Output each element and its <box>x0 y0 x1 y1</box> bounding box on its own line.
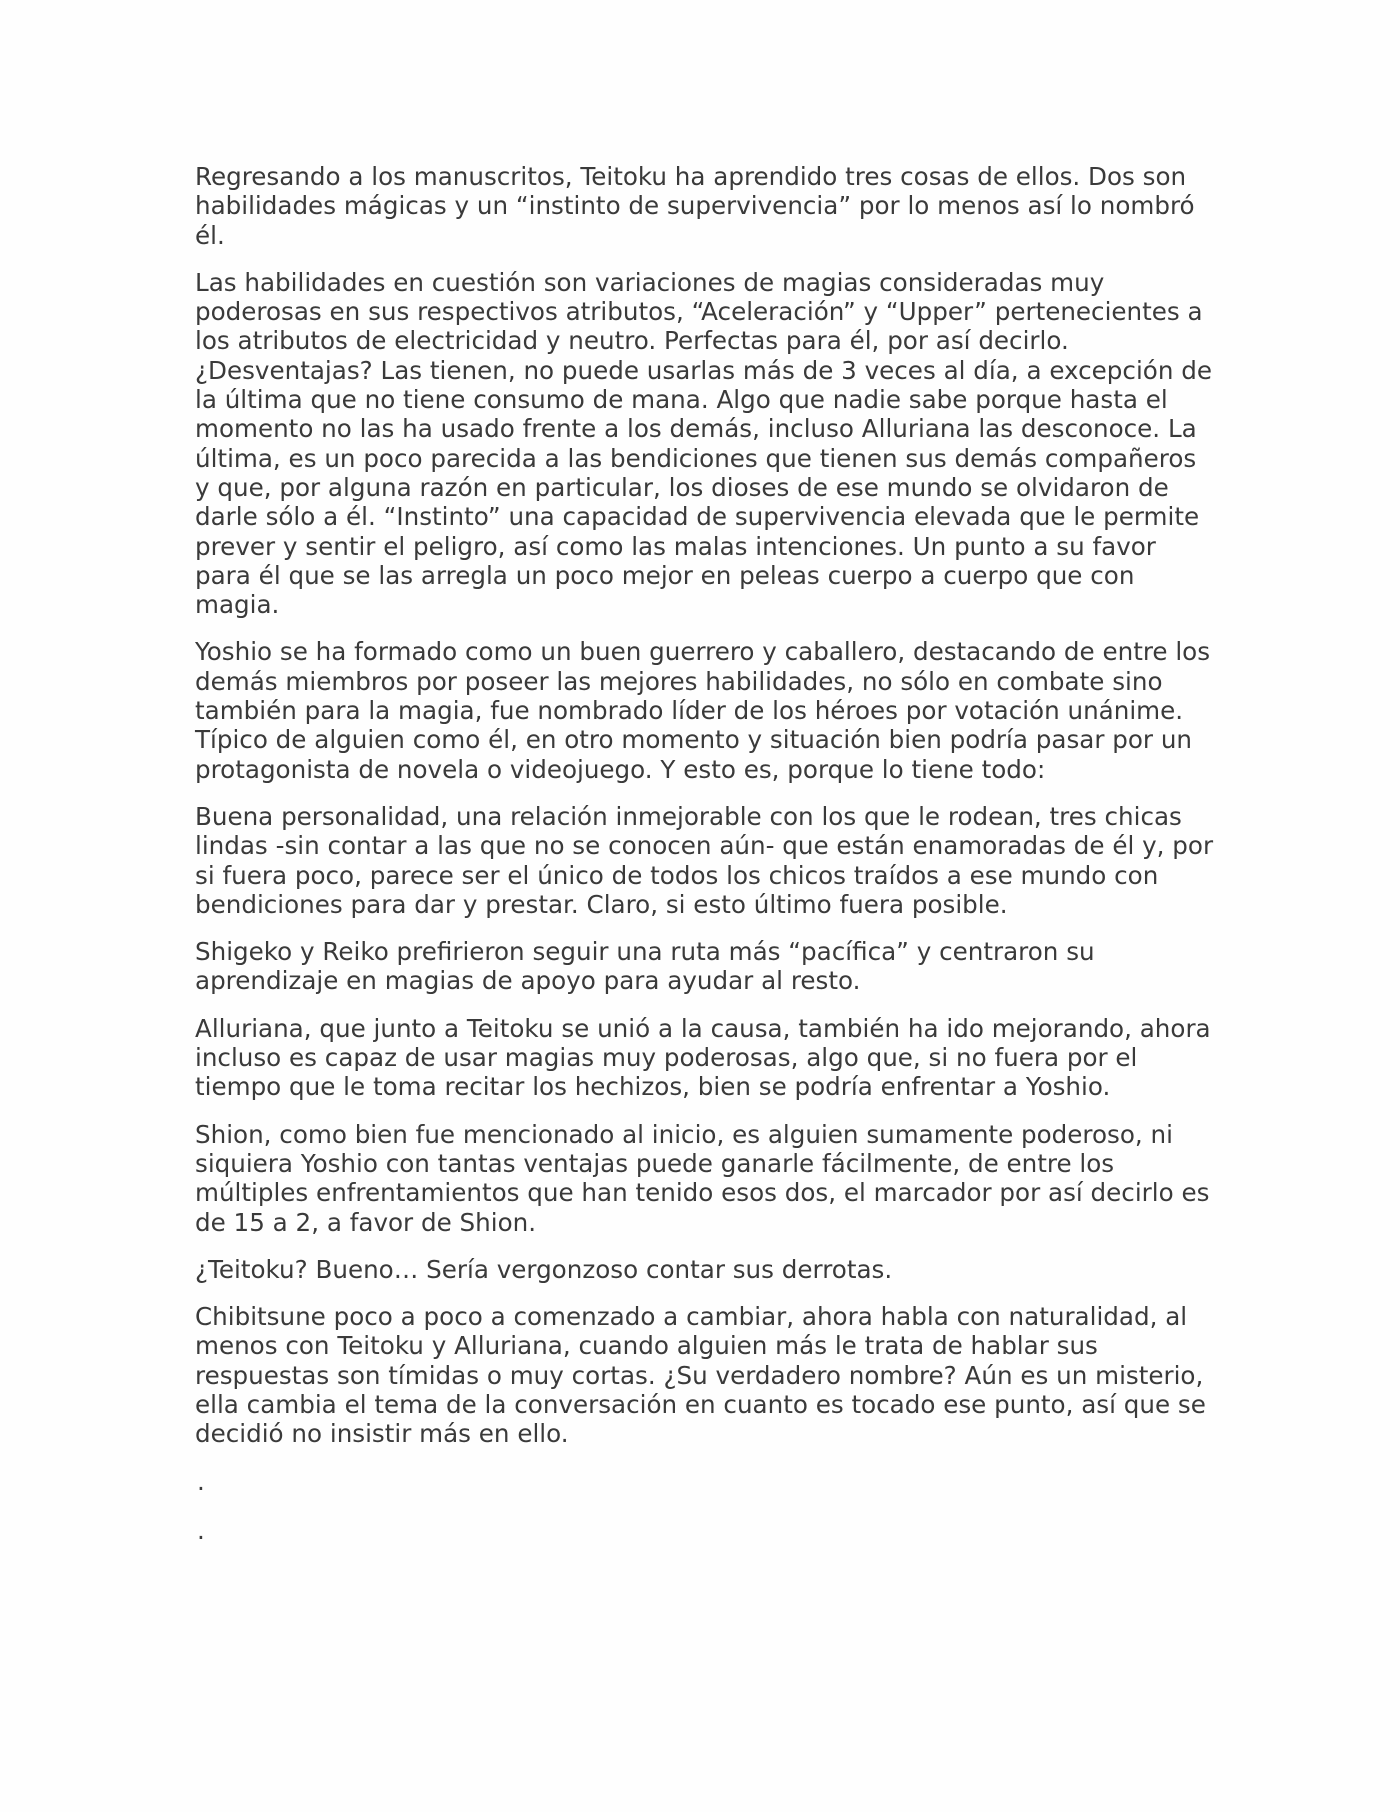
paragraph-teitoku: ¿Teitoku? Bueno… Sería vergonzoso contar sus derrotas. <box>195 1254 893 1284</box>
paragraph-shigeko-reiko: Shigeko y Reiko prefirieron seguir una ruta más “pacífica” y centraron su aprendizaje en magias de apoyo para ayudar al resto. <box>195 937 1095 996</box>
document-body <box>195 162 1215 1565</box>
paragraph-shion: Shion, como bien fue mencionado al inicio, es alguien sumamente poderoso, ni siquiera Yoshio con tantas ventajas puede ganarle fácilmente, de entre los múltiples enfrentamientos que han tenido esos dos, el marcador por así decirlo es de 15 a 2, a favor de Shion. <box>195 1119 1210 1237</box>
paragraph-yoshio: Yoshio se ha formado como un buen guerrero y caballero, destacando de entre los demás miembros por poseer las mejores habilidades, no sólo en combate sino también para la magia, fue nombrado líder de los héroes por votación unánime. Típico de alguien como él, en otro momento y situación bien podría pasar por un protagonista de novela o videojuego. Y esto es, porque lo tiene todo: <box>195 637 1211 784</box>
section-break-dot: . <box>197 1515 205 1545</box>
paragraph-chibitsune: Chibitsune poco a poco a comenzado a cambiar, ahora habla con naturalidad, al menos con Teitoku y Alluriana, cuando alguien más le trata de hablar sus respuestas son tímidas o muy cortas. ¿Su verdadero nombre? Aún es un misterio, ella cambia el tema de la conversación en cuanto es tocado ese punto, así que se decidió no insistir más en ello. <box>195 1302 1206 1449</box>
paragraph-personalidad: Buena personalidad, una relación inmejorable con los que le rodean, tres chicas lindas -sin contar a las que no se conocen aún- que están enamoradas de él y, por si fuera poco, parece ser el único de todos los chicos traídos a ese mundo con bendiciones para dar y prestar. Claro, si esto último fuera posible. <box>195 801 1214 919</box>
paragraph-alluriana: Alluriana, que junto a Teitoku se unió a la causa, también ha ido mejorando, ahora incluso es capaz de usar magias muy poderosas, algo que, si no fuera por el tiempo que le toma recitar los hechizos, bien se podría enfrentar a Yoshio. <box>195 1013 1211 1102</box>
section-break-dot: . <box>197 1466 205 1496</box>
paragraph-habilidades: Las habilidades en cuestión son variaciones de magias consideradas muy poderosas en sus respectivos atributos, “Aceleración” y “Upper” pertenecientes a los atributos de electricidad y neutro. Perfectas para él, por así decirlo. ¿Desventajas? Las tienen, no puede usarlas más de 3 veces al día, a excepción de la última que no tiene consumo de mana. Algo que nadie sabe porque hasta el momento no las ha usado frente a los demás, incluso Alluriana las desconoce. La última, es un poco parecida a las bendiciones que tienen sus demás compañeros y que, por alguna razón en particular, los dioses de ese mundo se olvidaron de darle sólo a él. “Instinto” una capacidad de supervivencia elevada que le permite prever y sentir el peligro, así como las malas intenciones. Un punto a su favor para él que se las arregla un poco mejor en peleas cuerpo a cuerpo que con magia. <box>195 267 1212 620</box>
paragraph-manuscritos: Regresando a los manuscritos, Teitoku ha aprendido tres cosas de ellos. Dos son habilidades mágicas y un “instinto de supervivencia” por lo menos así lo nombró él. <box>195 162 1195 250</box>
